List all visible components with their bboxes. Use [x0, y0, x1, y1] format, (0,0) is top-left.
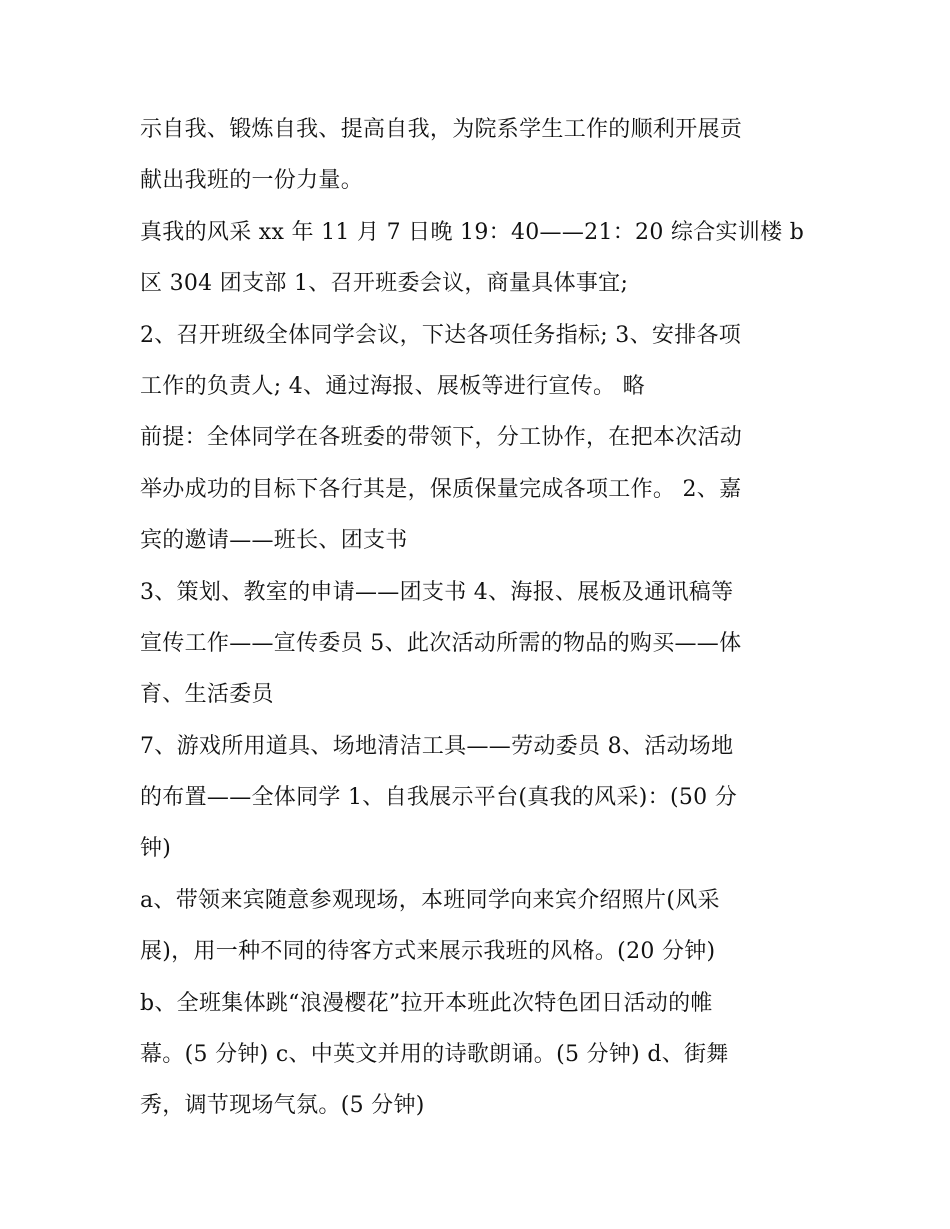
- text-line: 钟): [140, 836, 172, 862]
- text-line: 2、召开班级全体同学会议，下达各项任务指标; 3、安排各项: [140, 322, 742, 348]
- text-line: 秀，调节现场气氛。(5 分钟): [140, 1093, 425, 1119]
- text-line: 育、生活委员: [140, 682, 274, 708]
- text-line: 区 304 团支部 1、召开班委会议，商量具体事宜;: [140, 271, 629, 297]
- text-line: 示自我、锻炼自我、提高自我，为院系学生工作的顺利开展贡: [140, 117, 743, 142]
- text-line: 的布置——全体同学 1、自我展示平台(真我的风采)：(50 分: [140, 785, 738, 811]
- text-line: a、带领来宾随意参观现场，本班同学向来宾介绍照片(风采: [140, 887, 720, 913]
- document-body: [140, 104, 820, 1132]
- text-line: 前提：全体同学在各班委的带领下，分工协作，在把本次活动: [140, 425, 743, 451]
- text-line: 献出我班的一份力量。: [140, 168, 364, 194]
- text-line: 宣传工作——宣传委员 5、此次活动所需的物品的购买——体: [140, 630, 742, 656]
- text-line: 真我的风采 xx 年 11 月 7 日晚 19：40——21：20 综合实训楼 b: [140, 219, 805, 245]
- text-line: b、全班集体跳“浪漫樱花”拉开本班此次特色团日活动的帷: [140, 990, 713, 1016]
- text-line: 3、策划、教室的申请——团支书 4、海报、展板及通讯稿等: [140, 579, 734, 605]
- text-line: 展)，用一种不同的待客方式来展示我班的风格。(20 分钟): [140, 939, 716, 965]
- text-line: 7、游戏所用道具、场地清洁工具——劳动委员 8、活动场地: [140, 733, 734, 759]
- text-line: 举办成功的目标下各行其是，保质保量完成各项工作。 2、嘉: [140, 476, 742, 502]
- text-line: 宾的邀请——班长、团支书: [140, 528, 408, 554]
- text-line: 幕。(5 分钟) c、中英文并用的诗歌朗诵。(5 分钟) d、街舞: [140, 1042, 729, 1068]
- text-line: 工作的负责人; 4、通过海报、展板等进行宣传。 略: [140, 373, 645, 399]
